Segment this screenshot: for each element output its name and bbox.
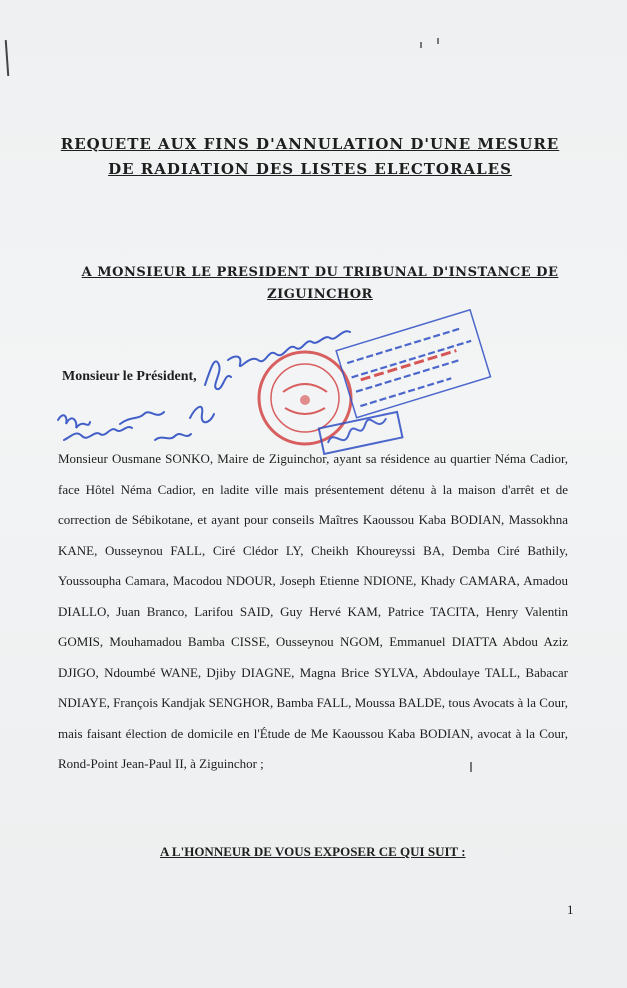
page-number: 1 xyxy=(567,902,574,917)
salutation: Monsieur le Président, xyxy=(62,369,197,384)
handwritten-note xyxy=(58,331,350,440)
margin-pen-mark xyxy=(5,40,10,76)
exposer-heading: A L'HONNEUR DE VOUS EXPOSER CE QUI SUIT : xyxy=(160,844,466,859)
body-paragraph xyxy=(58,444,568,780)
scan-speck xyxy=(437,38,439,44)
registry-stamp xyxy=(336,310,490,418)
scan-speck xyxy=(420,42,422,48)
body-text: Monsieur Ousmane SONKO, Maire de Ziguinchor, ayant sa résidence au quartier Néma Cadior, face Hôtel Néma Cadior, en ladite ville mais présentement détenu à la maison d'arrêt et de correction de Sébikotane, et ayant pour conseils Maîtres Kaoussou Kaba BODIAN, Massokhna KANE, Ousseynou FALL, Ciré Clédor LY, Cheikh Khoureyssi BA, Demba Ciré Bathily, Youssoupha Camara, Macodou NDOUR, Joseph Etienne NDIONE, Khady CAMARA, Amadou DIALLO, Juan Branco, Larifou SAID, Guy Hervé KAM, Patrice TACITA, Henry Valentin GOMIS, Mouhamadou Bamba CISSE, Ousseynou NGOM, Emmanuel DIATTA Abdou Aziz DJIGO, Ndoumbé WANE, Djiby DIAGNE, Magna Brice SYLVA, Abdoulaye TALL, Babacar NDIAYE, François Kandjak SENGHOR, Bamba FALL, Moussa BALDE, tous Avocats à la Cour, mais faisant élection de domicile en l'Étude de Me Kaoussou Kaba BODIAN, avocat à la Cour, Rond-Point Jean-Paul II, à Ziguinchor ; xyxy=(58,451,568,771)
document-title: REQUETE AUX FINS D'ANNULATION D'UNE MESURE DE RADIATION DES LISTES ELECTORALES xyxy=(60,135,560,178)
addressee-heading: A MONSIEUR LE PRESIDENT DU TRIBUNAL D'INSTANCE DE ZIGUINCHOR xyxy=(81,265,559,302)
seal-stamp xyxy=(259,352,351,444)
